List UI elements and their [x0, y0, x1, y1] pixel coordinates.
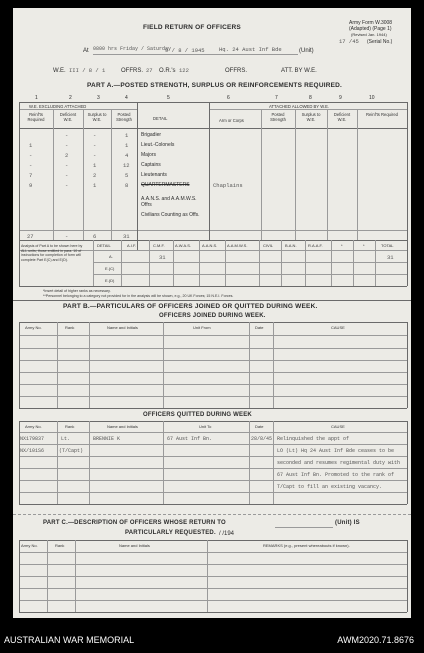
army-form-number: Army Form W.3008 — [349, 20, 393, 26]
col-num-5: 5 — [167, 95, 170, 101]
offrs-value: 27 — [146, 67, 153, 74]
detail-label: Lieutenants — [141, 172, 167, 178]
army-form-adapted: (Adapted) (Page 1) — [349, 26, 392, 32]
head-arm: Arm or Corps — [219, 118, 244, 123]
analysis-note: Analysis of Part A to be shown here by ALL units; those entitled in para. 10 of instructions for completion of form will complete Part E(C) and E(D). — [21, 244, 83, 262]
quitted-title: OFFICERS QUITTED DURING WEEK — [143, 412, 252, 418]
serial-label: (Serial No.) — [367, 39, 393, 45]
col-num-4: 4 — [125, 95, 128, 101]
part-a-top-border — [19, 102, 407, 103]
col-num-9: 9 — [339, 95, 342, 101]
head-surplus-1: Surplus to W.E. — [87, 112, 107, 122]
at-label: At — [83, 48, 89, 54]
attached-header: ATTACHED ALLOWED BY W.E. — [269, 104, 330, 109]
analysis-aif-value: 31 — [159, 254, 166, 261]
detail-label: Captains — [141, 162, 161, 168]
head-deficient-1: Deficient W.E. — [59, 112, 77, 122]
unit-value: Hq. 24 Aust Inf Bde — [219, 46, 282, 53]
unit-label: (Unit) — [299, 48, 314, 54]
detail-label: Brigadier — [141, 132, 162, 138]
offrs2-label: OFFRS. — [225, 68, 247, 74]
col-num-3: 3 — [97, 95, 100, 101]
analysis-row-ed: E.(D) — [105, 278, 115, 283]
footer-right: AWM2020.71.8676 — [337, 635, 414, 645]
we-excl-header: W.E. EXCLUDING ATTACHED — [29, 104, 87, 109]
col-num-1: 1 — [35, 95, 38, 101]
we-value: III / 8 / 1 — [69, 67, 106, 74]
detail-label: Lieut.-Colonels — [141, 142, 175, 148]
head-deficient-2: Deficient W.E. — [333, 112, 351, 122]
offrs-label: OFFRS. — [121, 68, 143, 74]
form-title: FIELD RETURN OF OFFICERS — [143, 24, 241, 31]
part-c-date: / /194 — [219, 531, 235, 537]
att-label: ATT. BY W.E. — [281, 68, 317, 74]
head-reinf-2: Reinf'ts Required — [366, 112, 398, 117]
detail-label: A.A.N.S. and A.A.M.W.S. Offrs — [141, 196, 197, 208]
ors-value: 122 — [179, 67, 189, 74]
col-num-8: 8 — [309, 95, 312, 101]
part-b-title: PART B.—PARTICULARS OF OFFICERS JOINED OR QUITTED DURING WEEK. — [63, 303, 318, 310]
serial-value: 17 /45 — [339, 38, 359, 45]
at-date: 9 / 8 / 1945 — [165, 47, 205, 54]
head-posted-1: Posted Strength — [116, 112, 132, 122]
head-posted-2: Posted Strength — [270, 112, 286, 122]
footnote-2: **Personnel belonging to a category not provided for in the analysis will be shown, e.g., 20 UK Forces; 15 N.E.I. Forces. — [43, 294, 234, 298]
ors-label: O.R.'s — [159, 68, 176, 74]
at-value: 0800 hrs Friday / Saturday — [93, 46, 172, 52]
we-label: W.E. — [53, 68, 66, 74]
joined-title: OFFICERS JOINED DURING WEEK. — [159, 313, 266, 319]
analysis-total-value: 31 — [387, 254, 394, 261]
col-num-7: 7 — [275, 95, 278, 101]
detail-label: Civilians Counting as Offs. — [141, 212, 200, 218]
field-return-form: FIELD RETURN OF OFFICERS Army Form W.3008 (Adapted) (Page 1) (Revised Jan. 1944) 17 /45 (Serial No.) At 0800 hrs Friday / Saturday 9 / 8 / 1945 Hq. 24 Aust Inf Bde (Unit) W.E. III / 8 / 1 OFFRS. 27 O.R.'s 122 OFFRS. ATT. BY W.E. PART A.—POSTED STRENGTH, SURPLUS OR REINFORCEMENTS REQUIRED. 1 2 3 4 5 6 7 8 9 10 W.E. EXCLUDING ATTACHED ATTACHED ALLOWED BY W.E. Reinf'ts Required Deficient W.E. Surplus to W.E. Posted Strength DETAIL Arm or Corps Posted Strength Surplus to W.E. Deficient W.E. Reinf'ts Required - - 1 Brigadier 1 - - 1 Lieut.-Colonels - 2 - 4 Majors - - 1 12 Captains 7 - 2 5 Lieutenants 9 - 1 8 QUARTERMASTERS Chaplains A.A.N.S. and A.A.M.W.S. Offrs Civilians Counting as Offs. 27 - 6 31 Analysis of Part A to be shown here by ALL units; those entitled in para. 10 of instructions for completion of form will complete Part E(C) and E(D). DETAIL A.I.F. C.M.F. A.W.A.S. A.A.N.S. A.A.M.W.S. CIVIL B.A.N. R.A.A.F. * * TOTAL A. E.(C) E.(D) 31 31 *Insert detail of higher ranks as necessary. **Personnel belonging to a category not provided for in the analysis will be shown, e.g., 20 UK Forces; 15 N.E.I. Forces. PART B.—PARTICULARS OF OFFICERS JOINED OR QUITTED DURING WEEK. OFFICERS JOINED DURING WEEK. Army No. Rank Name and Initials Unit From Date CAUSE OFFICERS QUITTED DURING WEEK Army No. Rank Name and Initials Unit To Date CAUSE NX179837 Lt. BRENNIE K 67 Aust Inf Bn. 28/8/45 Relinquished the appt of NX/101S6 (T/Capt) LO (Lt) Hq 24 Aust Inf Bde ceases to be seconded and resumes regimental duty with 67 Aust Inf Bn. Promoted to the rank of T/Capt to fill an existing vacancy. PART C.—DESCRIPTION OF OFFICERS WHOSE RETURN TO (Unit) IS PARTICULARLY REQUESTED. / /194 Army No. Rank Name and Initials REMARKS (e.g., present whereabouts if known). — [13, 8, 411, 618]
col-num-10: 10 — [369, 95, 375, 101]
arm-value: Chaplains — [213, 182, 243, 189]
footnote-1: *Insert detail of higher ranks as necessary. — [43, 289, 111, 293]
footer-left: AUSTRALIAN WAR MEMORIAL — [4, 635, 135, 645]
part-a-title: PART A.—POSTED STRENGTH, SURPLUS OR REINFORCEMENTS REQUIRED. — [87, 82, 343, 89]
part-c-unit: (Unit) IS — [335, 520, 360, 526]
head-detail: DETAIL — [153, 116, 168, 121]
col-num-2: 2 — [69, 95, 72, 101]
museum-footer — [0, 628, 424, 653]
head-reinf-1: Reinf'ts Required — [27, 112, 45, 122]
analysis-row-a: A. — [109, 254, 113, 259]
analysis-row-ec: E.(C) — [105, 266, 115, 271]
col-num-6: 6 — [227, 95, 230, 101]
army-form-revised: (Revised Jan. 1944) — [351, 32, 387, 37]
detail-label: Majors — [141, 152, 157, 158]
part-c-title2: PARTICULARLY REQUESTED. — [125, 530, 216, 536]
head-surplus-2: Surplus to W.E. — [301, 112, 321, 122]
at-underline — [93, 54, 298, 55]
part-c-title: PART C.—DESCRIPTION OF OFFICERS WHOSE RETURN TO — [43, 520, 226, 526]
detail-label: QUARTERMASTERS — [141, 182, 190, 188]
